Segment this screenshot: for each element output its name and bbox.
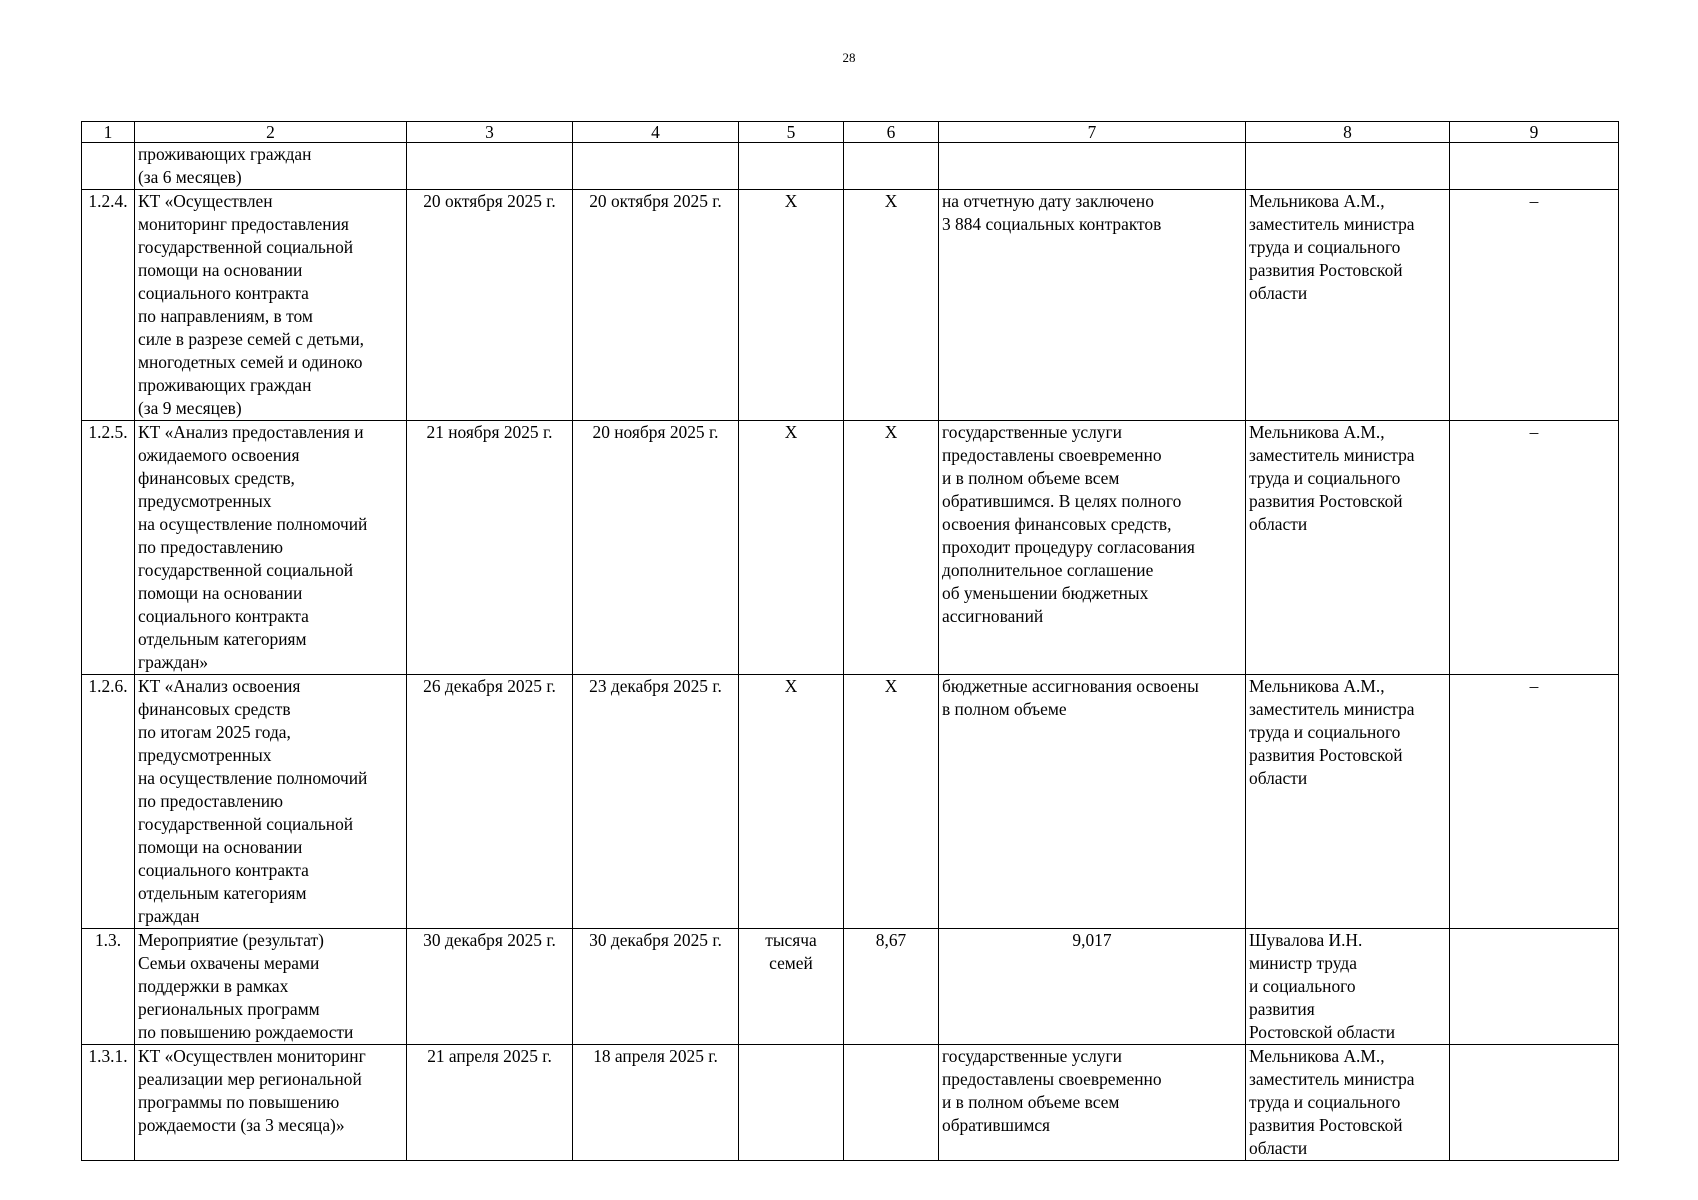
plan-date	[407, 143, 573, 190]
result: государственные услуги предоставлены своевременно и в полном объеме всем обратившимся. В целях полного освоения финансовых средств, проходит процедуру согласования дополнительное соглашение об уменьшении бюджетных ассигнований	[939, 421, 1246, 675]
row-number: 1.2.6.	[82, 675, 135, 929]
result	[939, 143, 1246, 190]
plan-date: 20 октября 2025 г.	[407, 190, 573, 421]
plan-date: 26 декабря 2025 г.	[407, 675, 573, 929]
unit	[739, 1045, 844, 1161]
unit: Х	[739, 190, 844, 421]
fact-date: 20 октября 2025 г.	[573, 190, 739, 421]
plan-date: 30 декабря 2025 г.	[407, 929, 573, 1045]
plan-value: Х	[844, 675, 939, 929]
row-number	[82, 143, 135, 190]
row-number: 1.3.	[82, 929, 135, 1045]
row-number: 1.2.4.	[82, 190, 135, 421]
result: государственные услуги предоставлены своевременно и в полном объеме всем обратившимся	[939, 1045, 1246, 1161]
column-number-row	[82, 122, 1619, 143]
note: –	[1450, 675, 1619, 929]
column-number: 4	[573, 122, 739, 143]
row-name: проживающих граждан (за 6 месяцев)	[135, 143, 407, 190]
responsible: Мельникова А.М., заместитель министра труда и социального развития Ростовской области	[1246, 1045, 1450, 1161]
fact-date	[573, 143, 739, 190]
row-name: КТ «Осуществлен мониторинг предоставления государственной социальной помощи на основании социального контракта по направлениям, в том силе в разрезе семей с детьми, многодетных семей и одиноко проживающих граждан (за 9 месяцев)	[135, 190, 407, 421]
row-number: 1.2.5.	[82, 421, 135, 675]
table-row	[82, 675, 1619, 929]
plan-value: Х	[844, 421, 939, 675]
column-number: 8	[1246, 122, 1450, 143]
report-table	[81, 121, 1619, 1161]
row-name: КТ «Анализ предоставления и ожидаемого освоения финансовых средств, предусмотренных на осуществление полномочий по предоставлению государственной социальной помощи на основании социального контракта отдельным категориям граждан»	[135, 421, 407, 675]
fact-date: 30 декабря 2025 г.	[573, 929, 739, 1045]
plan-date: 21 апреля 2025 г.	[407, 1045, 573, 1161]
result: бюджетные ассигнования освоены в полном объеме	[939, 675, 1246, 929]
responsible: Шувалова И.Н. министр труда и социального развития Ростовской области	[1246, 929, 1450, 1045]
unit: Х	[739, 675, 844, 929]
plan-value: 8,67	[844, 929, 939, 1045]
row-name: КТ «Осуществлен мониторинг реализации мер региональной программы по повышению рождаемости (за 3 месяца)»	[135, 1045, 407, 1161]
column-number: 9	[1450, 122, 1619, 143]
column-number: 2	[135, 122, 407, 143]
plan-value	[844, 143, 939, 190]
table-row	[82, 1045, 1619, 1161]
table-row	[82, 421, 1619, 675]
plan-value	[844, 1045, 939, 1161]
fact-date: 20 ноября 2025 г.	[573, 421, 739, 675]
column-number: 5	[739, 122, 844, 143]
responsible: Мельникова А.М., заместитель министра труда и социального развития Ростовской области	[1246, 675, 1450, 929]
column-number: 1	[82, 122, 135, 143]
result: на отчетную дату заключено 3 884 социальных контрактов	[939, 190, 1246, 421]
unit: тысяча семей	[739, 929, 844, 1045]
unit	[739, 143, 844, 190]
note: –	[1450, 190, 1619, 421]
fact-date: 18 апреля 2025 г.	[573, 1045, 739, 1161]
responsible	[1246, 143, 1450, 190]
column-number: 6	[844, 122, 939, 143]
result: 9,017	[939, 929, 1246, 1045]
note	[1450, 1045, 1619, 1161]
plan-value: Х	[844, 190, 939, 421]
responsible: Мельникова А.М., заместитель министра труда и социального развития Ростовской области	[1246, 190, 1450, 421]
row-name: Мероприятие (результат) Семьи охвачены мерами поддержки в рамках региональных программ по повышению рождаемости	[135, 929, 407, 1045]
column-number: 3	[407, 122, 573, 143]
note	[1450, 929, 1619, 1045]
column-number: 7	[939, 122, 1246, 143]
table-row	[82, 929, 1619, 1045]
fact-date: 23 декабря 2025 г.	[573, 675, 739, 929]
note	[1450, 143, 1619, 190]
row-name: КТ «Анализ освоения финансовых средств по итогам 2025 года, предусмотренных на осуществление полномочий по предоставлению государственной социальной помощи на основании социального контракта отдельным категориям граждан	[135, 675, 407, 929]
note: –	[1450, 421, 1619, 675]
row-number: 1.3.1.	[82, 1045, 135, 1161]
table-row	[82, 190, 1619, 421]
responsible: Мельникова А.М., заместитель министра труда и социального развития Ростовской области	[1246, 421, 1450, 675]
unit: Х	[739, 421, 844, 675]
plan-date: 21 ноября 2025 г.	[407, 421, 573, 675]
page-number: 28	[842, 50, 856, 65]
table-row	[82, 143, 1619, 190]
